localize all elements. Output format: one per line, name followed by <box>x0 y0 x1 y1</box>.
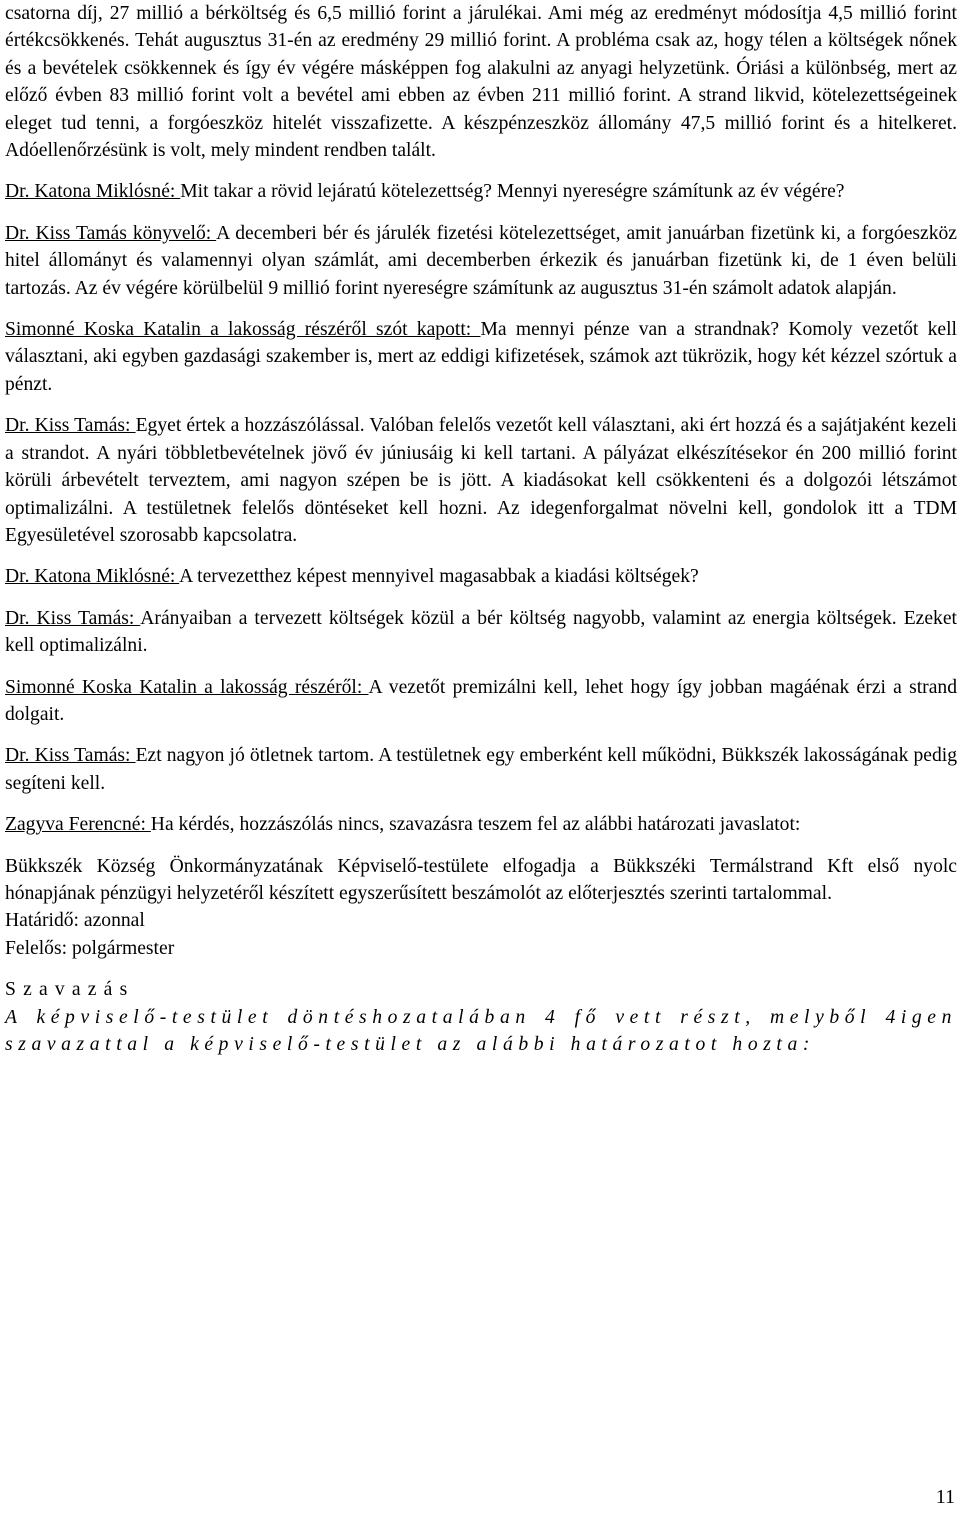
responsible-line: Felelős: polgármester <box>5 937 175 959</box>
speech-text: Ma mennyi pénze van a strandnak? Komoly vezetőt kell választani, aki egyben gazdasági szakember is, mert az eddigi kifizetések, számok azt tükrözik, hogy két kézzel szórtuk a pénzt. <box>5 319 957 395</box>
speech-paragraph <box>5 220 957 302</box>
document-page <box>5 0 957 1058</box>
discussion <box>5 178 957 838</box>
speech-paragraph <box>5 674 957 729</box>
speaker-name: Simonné Koska Katalin a lakosság részéről szót kapott: <box>5 319 481 341</box>
speech-text: Mit takar a rövid lejáratú kötelezettség? Mennyi nyereségre számítunk az év végére? <box>180 181 845 203</box>
vote-result-text: A képviselő-testület döntéshozatalában 4 fő vett részt, melyből 4igen szavazattal a képviselő-testület az alábbi határozatot hozta: <box>5 1006 957 1055</box>
speech-paragraph <box>5 605 957 660</box>
speaker-name: Dr. Kiss Tamás könyvelő: <box>5 222 217 244</box>
speech-paragraph <box>5 811 957 838</box>
speaker-name: Dr. Kiss Tamás: <box>5 607 141 629</box>
speech-paragraph <box>5 742 957 797</box>
speech-text: Ha kérdés, hozzászólás nincs, szavazásra teszem fel az alábbi határozati javaslatot: <box>150 814 801 836</box>
resolution-text: Bükkszék Község Önkormányzatának Képviselő-testülete elfogadja a Bükkszéki Termálstrand Kft első nyolc hónapjának pénzügyi helyzetéről készített egyszerűsített beszámolót az előterjesztés szerinti tartalommal. <box>5 855 957 904</box>
speech-text: Arányaiban a tervezett költségek közül a bér költség nagyobb, valamint az energia költségek. Ezeket kell optimalizálni. <box>5 607 957 657</box>
speaker-name: Dr. Kiss Tamás: <box>5 415 136 437</box>
speech-paragraph <box>5 178 957 205</box>
speech-paragraph <box>5 563 957 590</box>
speech-text: A vezetőt premizálni kell, lehet hogy így jobban magáénak érzi a strand dolgait. <box>5 676 957 725</box>
speaker-name: Dr. Katona Miklósné: <box>5 181 181 203</box>
page-number: 11 <box>935 1486 955 1508</box>
intro-paragraph: csatorna díj, 27 millió a bérköltség és 6,5 millió forint a járulékai. Ami még az eredményt módosítja 4,5 millió forint értékcsökkenés. Tehát augusztus 31-én az eredmény 29 millió forint. A probléma csak az, hogy télen a költségek nőnek és a bevételek csökkennek és így év végére másképpen fog alakulni az anyagi helyzetünk. Óriási a különbség, mert az előző évben 83 millió forint volt a bevétel ami ebben az évben 211 millió forint. A strand likvid, kötelezettségeinek eleget tud tenni, a forgóeszköz hitelét visszafizette. A készpénzeszköz állomány 47,5 millió forint és a hitelkeret. Adóellenőrzésünk is volt, mely mindent rendben talált. <box>5 3 957 162</box>
deadline-line: Határidő: azonnal <box>5 910 145 932</box>
speaker-name: Dr. Kiss Tamás: <box>5 745 136 767</box>
speaker-name: Zagyva Ferencné: <box>5 814 151 836</box>
speaker-name: Simonné Koska Katalin a lakosság részéről: <box>5 676 369 698</box>
speech-paragraph <box>5 316 957 398</box>
speech-text: A tervezetthez képest mennyivel magasabbak a kiadási költségek? <box>179 566 699 588</box>
vote-heading: Szavazás <box>5 979 135 1001</box>
speech-text: Ezt nagyon jó ötletnek tartom. A testületnek egy emberként kell működni, Bükkszék lakosságának pedig segíteni kell. <box>5 745 957 794</box>
speech-paragraph <box>5 412 957 549</box>
speech-text: A decemberi bér és járulék fizetési kötelezettséget, amit januárban fizetünk ki, a forgóeszköz hitel állományt és valamennyi olyan számlát, ami decemberben érkezik és januárban fizetünk ki, de 1 éven belüli tartozás. Az év végére körülbelül 9 millió forint nyereségre számítunk az augusztus 31-én számolt adatok alapján. <box>5 222 958 299</box>
speech-text: Egyet értek a hozzászólással. Valóban felelős vezetőt kell választani, aki ért hozzá és a sajátjaként kezeli a strandot. A nyári többletbevételnek jövő év júniusáig ki kell tartani. A pályázat elkészítésekor én 200 millió forint körüli árbevételt terveztem, ami nagyon szépen be is jött. A kiadásokat kell csökkenteni és a dolgozói létszámot optimalizálni. A testületnek felelős döntéseket kell hozni. Az idegenforgalmat növelni kell, gondolok itt a TDM Egyesületével szorosabb kapcsolatra. <box>5 415 957 546</box>
speaker-name: Dr. Katona Miklósné: <box>5 566 180 588</box>
